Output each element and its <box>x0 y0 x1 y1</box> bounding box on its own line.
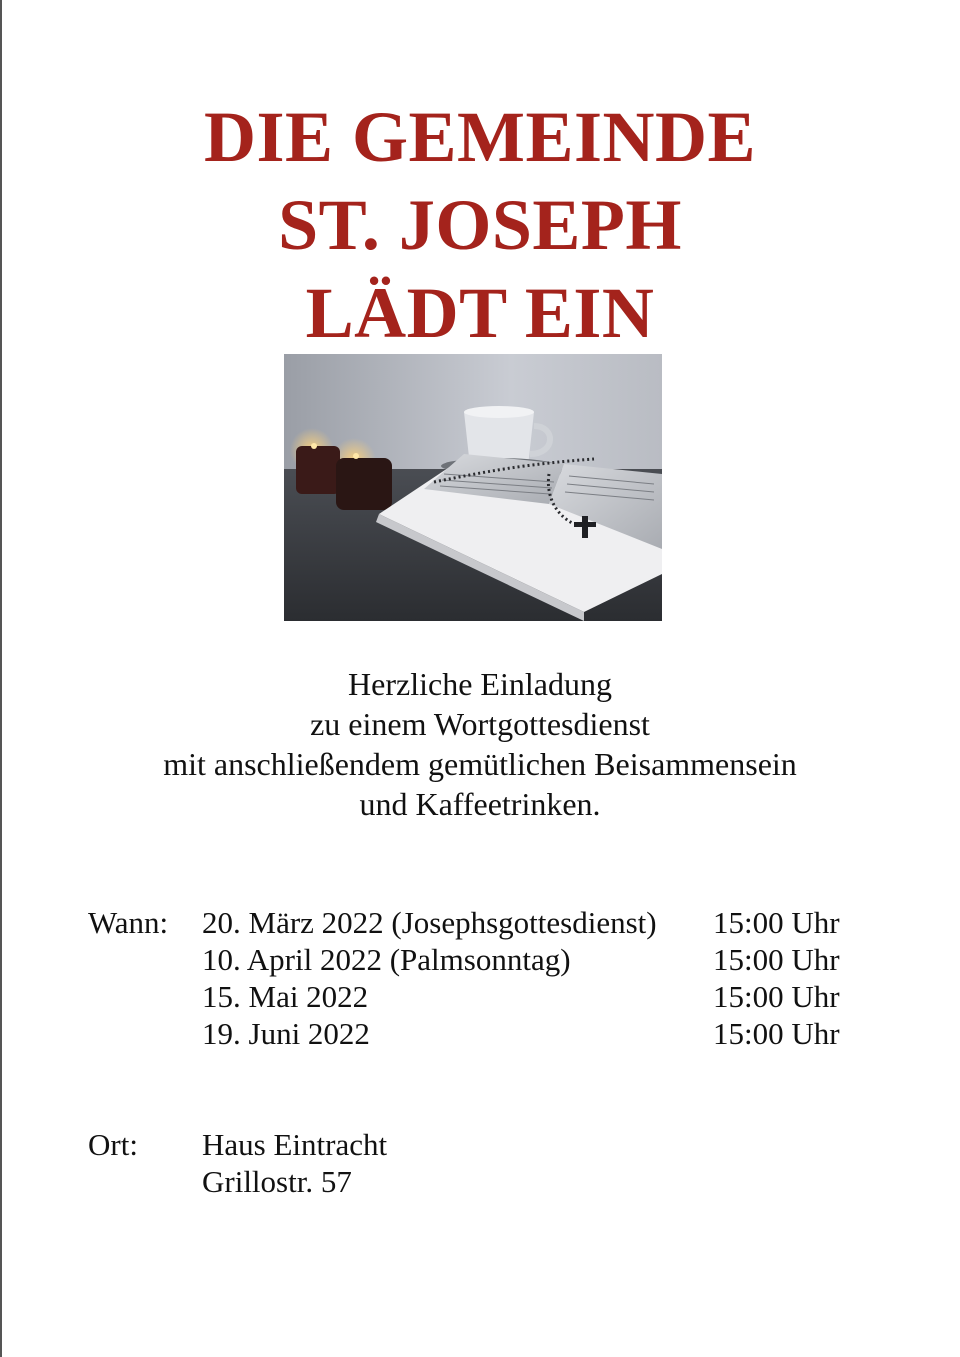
invitation-text <box>0 664 960 824</box>
event-date-3: 15. Mai 2022 <box>202 979 369 1014</box>
event-time-3: 15:00 Uhr <box>713 979 840 1014</box>
location-address <box>202 1126 387 1200</box>
event-date-4: 19. Juni 2022 <box>202 1016 370 1051</box>
intro-line-2: zu einem Wortgottesdienst <box>310 706 650 742</box>
location-street: Grillostr. 57 <box>202 1164 352 1199</box>
event-time-2: 15:00 Uhr <box>713 942 840 977</box>
intro-line-3: mit anschließendem gemütlichen Beisammensein <box>163 746 797 782</box>
event-time-1: 15:00 Uhr <box>713 905 840 940</box>
when-label: Wann: <box>88 905 169 940</box>
title-line-3: LÄDT EIN <box>305 273 655 353</box>
intro-line-4: und Kaffeetrinken. <box>359 786 601 822</box>
event-date-1: 20. März 2022 (Josephsgottesdienst) <box>202 905 657 940</box>
intro-line-1: Herzliche Einladung <box>348 666 612 702</box>
location-label: Ort: <box>88 1127 138 1162</box>
bible-candles-photo <box>284 354 662 621</box>
title-line-2: ST. JOSEPH <box>278 185 682 265</box>
event-date-2: 10. April 2022 (Palmsonntag) <box>202 942 571 977</box>
title-line-1: DIE GEMEINDE <box>203 97 757 177</box>
event-dates <box>202 904 657 1052</box>
event-time-4: 15:00 Uhr <box>713 1016 840 1051</box>
event-times <box>713 904 840 1052</box>
location-name: Haus Eintracht <box>202 1127 388 1162</box>
